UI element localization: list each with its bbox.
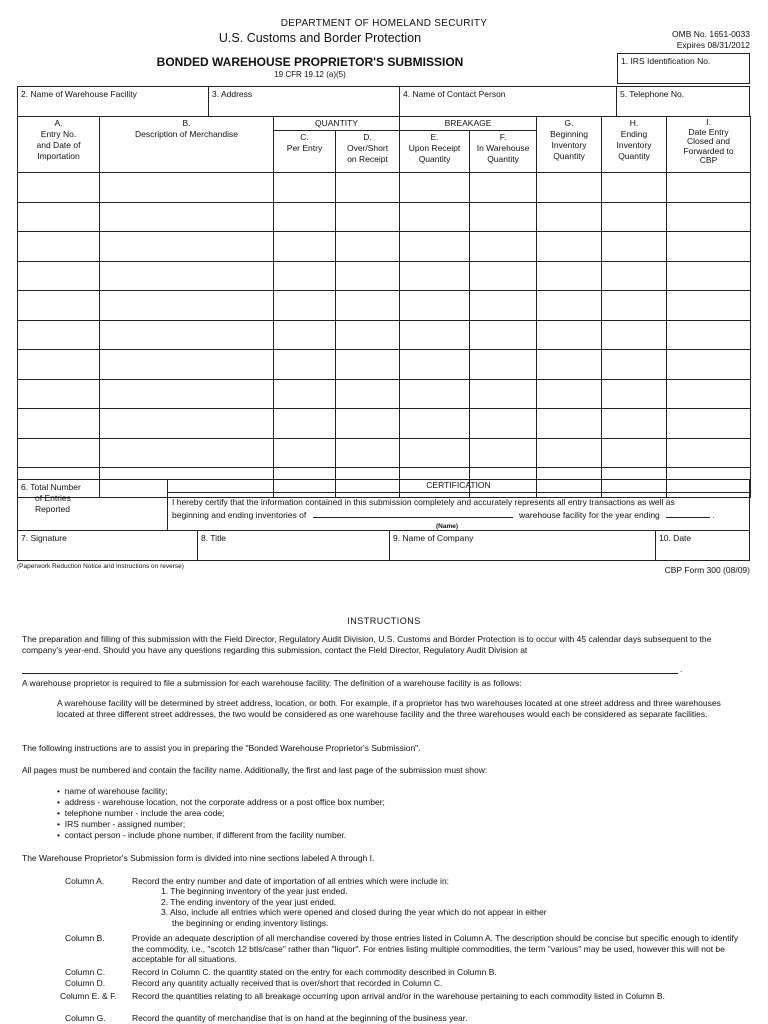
table-cell[interactable] bbox=[336, 379, 400, 409]
table-cell[interactable] bbox=[667, 173, 751, 203]
telephone-field[interactable] bbox=[616, 86, 750, 117]
table-cell[interactable] bbox=[400, 379, 470, 409]
table-cell[interactable] bbox=[667, 409, 751, 439]
required-info-list bbox=[57, 786, 385, 841]
irs-label: 1. IRS Identification No. bbox=[621, 56, 711, 66]
table-cell[interactable] bbox=[400, 202, 470, 232]
table-cell[interactable] bbox=[667, 202, 751, 232]
table-cell[interactable] bbox=[470, 291, 537, 321]
list-item: • contact person - include phone number, if different from the facility number. bbox=[57, 830, 347, 840]
table-cell[interactable] bbox=[100, 438, 274, 468]
table-cell[interactable] bbox=[602, 291, 667, 321]
table-cell[interactable] bbox=[667, 350, 751, 380]
table-cell[interactable] bbox=[336, 173, 400, 203]
table-cell[interactable] bbox=[470, 438, 537, 468]
facility-field[interactable] bbox=[17, 86, 209, 117]
certification-section bbox=[17, 479, 750, 531]
entries-table bbox=[17, 116, 751, 498]
table-cell[interactable] bbox=[537, 438, 602, 468]
col-g-label: Column G. bbox=[65, 1013, 106, 1023]
table-cell[interactable] bbox=[667, 261, 751, 291]
col-g-header: G. Beginning Inventory Quantity bbox=[537, 117, 602, 173]
table-cell[interactable] bbox=[537, 232, 602, 262]
address-field[interactable] bbox=[208, 86, 400, 117]
table-row bbox=[18, 202, 751, 232]
col-ef-text: Record the quantities relating to all breakage occurring upon arrival and/or in the warehouse pertaining to each commodity listed in Column B. bbox=[132, 991, 665, 1001]
table-cell[interactable] bbox=[100, 379, 274, 409]
table-cell[interactable] bbox=[667, 438, 751, 468]
table-cell[interactable] bbox=[667, 291, 751, 321]
table-cell[interactable] bbox=[537, 291, 602, 321]
col-a-label: Column A. bbox=[65, 876, 105, 886]
col-g-text: Record the quantity of merchandise that is on hand at the beginning of the business year. bbox=[132, 1013, 468, 1023]
table-cell[interactable] bbox=[274, 173, 336, 203]
col-a-items: 1. The beginning inventory of the year just ended. 2. The ending inventory of the year just ended. 3. Also, include all entries which were opened and closed during the year which do not appear in either the beginning or ending inventory listings. bbox=[161, 886, 547, 928]
table-cell[interactable] bbox=[336, 350, 400, 380]
table-cell[interactable] bbox=[336, 291, 400, 321]
omb-info bbox=[672, 29, 750, 51]
cfr-reference: 19 CFR 19.12 (a)(5) bbox=[274, 70, 346, 79]
col-c-header: C. Per Entry bbox=[274, 131, 336, 173]
table-row bbox=[18, 232, 751, 262]
table-cell[interactable] bbox=[537, 202, 602, 232]
table-cell[interactable] bbox=[537, 409, 602, 439]
col-c-label: Column C. bbox=[65, 967, 106, 977]
year-ending-blank[interactable] bbox=[666, 508, 710, 518]
col-f-header: F. In Warehouse Quantity bbox=[470, 131, 537, 173]
table-cell[interactable] bbox=[18, 232, 100, 262]
contact-field[interactable] bbox=[399, 86, 617, 117]
table-cell[interactable] bbox=[18, 173, 100, 203]
table-cell[interactable] bbox=[336, 232, 400, 262]
table-cell[interactable] bbox=[602, 261, 667, 291]
table-cell[interactable] bbox=[100, 173, 274, 203]
col-b-label: Column B. bbox=[65, 933, 105, 943]
table-cell[interactable] bbox=[18, 291, 100, 321]
col-ef-label: Column E. & F. bbox=[60, 991, 117, 1001]
name-caption: (Name) bbox=[436, 523, 459, 530]
table-cell[interactable] bbox=[336, 438, 400, 468]
table-cell[interactable] bbox=[602, 438, 667, 468]
table-cell[interactable] bbox=[470, 320, 537, 350]
list-item: • telephone number - include the area code; bbox=[57, 808, 225, 818]
list-item: • IRS number - assigned number; bbox=[57, 819, 186, 829]
omb-number: OMB No. 1651-0033 bbox=[672, 29, 750, 39]
facility-name-blank[interactable] bbox=[313, 508, 513, 518]
table-cell[interactable] bbox=[470, 202, 537, 232]
contact-address-blank[interactable] bbox=[22, 673, 678, 674]
table-cell[interactable] bbox=[274, 261, 336, 291]
table-row bbox=[18, 261, 751, 291]
col-a-text: Record the entry number and date of importation of all entries which were include in: bbox=[132, 876, 450, 886]
table-cell[interactable] bbox=[100, 320, 274, 350]
col-b-header: B. Description of Merchandise bbox=[100, 117, 274, 173]
signature-field[interactable]: 7. Signature bbox=[18, 531, 198, 560]
table-cell[interactable] bbox=[602, 379, 667, 409]
table-cell[interactable] bbox=[667, 320, 751, 350]
table-row bbox=[18, 350, 751, 380]
col-e-header: E. Upon Receipt Quantity bbox=[400, 131, 470, 173]
table-cell[interactable] bbox=[18, 350, 100, 380]
table-cell[interactable] bbox=[100, 232, 274, 262]
table-cell[interactable] bbox=[537, 173, 602, 203]
instructions-p2: A warehouse proprietor is required to file a submission for each warehouse facility. The definition of a warehouse facility is as follows: bbox=[22, 678, 522, 688]
table-cell[interactable] bbox=[336, 202, 400, 232]
table-cell[interactable] bbox=[18, 379, 100, 409]
table-row bbox=[18, 320, 751, 350]
table-cell[interactable] bbox=[602, 320, 667, 350]
table-cell[interactable] bbox=[100, 261, 274, 291]
table-cell[interactable] bbox=[274, 350, 336, 380]
irs-field[interactable] bbox=[617, 53, 750, 84]
table-cell[interactable] bbox=[537, 379, 602, 409]
list-item: • address - warehouse location, not the corporate address or a post office box number; bbox=[57, 797, 385, 807]
table-cell[interactable] bbox=[400, 350, 470, 380]
table-cell[interactable] bbox=[602, 409, 667, 439]
table-cell[interactable] bbox=[400, 291, 470, 321]
table-cell[interactable] bbox=[336, 320, 400, 350]
table-cell[interactable] bbox=[537, 320, 602, 350]
table-cell[interactable] bbox=[18, 202, 100, 232]
instructions-title: INSTRUCTIONS bbox=[347, 616, 421, 626]
table-cell[interactable] bbox=[274, 320, 336, 350]
table-cell[interactable] bbox=[602, 173, 667, 203]
table-cell[interactable] bbox=[470, 232, 537, 262]
table-cell[interactable] bbox=[470, 350, 537, 380]
table-cell[interactable] bbox=[18, 320, 100, 350]
instructions-p6: The Warehouse Proprietor's Submission form is divided into nine sections labeled A through I. bbox=[22, 853, 375, 863]
table-row bbox=[18, 379, 751, 409]
address-label: 3. Address bbox=[212, 89, 253, 99]
paperwork-notice: (Paperwork Reduction Notice and Instructions on reverse) bbox=[17, 563, 184, 570]
table-cell[interactable] bbox=[602, 202, 667, 232]
table-cell[interactable] bbox=[667, 379, 751, 409]
table-cell[interactable] bbox=[400, 409, 470, 439]
table-cell[interactable] bbox=[537, 350, 602, 380]
instructions-p3: A warehouse facility will be determined by street address, location, or both. For example, if a proprietor has two warehouses located at one street address and three warehouses located at three different street addresses, the two would be considered as one warehouse facility and the three warehouses would each be considered as separate facilities. bbox=[57, 698, 721, 719]
table-cell[interactable] bbox=[470, 173, 537, 203]
agency-name: U.S. Customs and Border Protection bbox=[218, 31, 422, 45]
table-cell[interactable] bbox=[274, 438, 336, 468]
form-title: BONDED WAREHOUSE PROPRIETOR'S SUBMISSION bbox=[156, 55, 464, 69]
date-field[interactable]: 10. Date bbox=[659, 533, 692, 543]
table-cell[interactable] bbox=[400, 232, 470, 262]
col-d-label: Column D. bbox=[65, 978, 106, 988]
col-a-header: A. Entry No. and Date of Importation bbox=[18, 117, 100, 173]
table-cell[interactable] bbox=[470, 409, 537, 439]
table-cell[interactable] bbox=[274, 409, 336, 439]
table-row bbox=[18, 409, 751, 439]
table-cell[interactable] bbox=[667, 232, 751, 262]
table-cell[interactable] bbox=[336, 409, 400, 439]
certification-heading: CERTIFICATION bbox=[168, 480, 749, 493]
signature-row bbox=[17, 530, 750, 561]
table-cell[interactable] bbox=[400, 173, 470, 203]
table-cell[interactable] bbox=[100, 202, 274, 232]
form-number: CBP Form 300 (08/09) bbox=[664, 565, 750, 575]
table-row bbox=[18, 291, 751, 321]
col-h-header: H. Ending Inventory Quantity bbox=[602, 117, 667, 173]
table-cell[interactable] bbox=[18, 438, 100, 468]
table-cell[interactable] bbox=[18, 409, 100, 439]
table-cell[interactable] bbox=[602, 350, 667, 380]
table-cell[interactable] bbox=[100, 291, 274, 321]
contact-label: 4. Name of Contact Person bbox=[403, 89, 506, 99]
col-b-text: Provide an adequate description of all merchandise covered by those entries listed in Column A. The description should be concise but specific enough to identify the commodity, i.e., "scotch 12 btls/case" rather than "liquor". For entries listing multiple commodities, the term "various" may be used, however this will not be acceptable for all situations. bbox=[132, 933, 739, 964]
breakage-header: BREAKAGE bbox=[400, 117, 537, 131]
company-field[interactable]: 9. Name of Company bbox=[390, 531, 656, 560]
instructions-p5: All pages must be numbered and contain the facility name. Additionally, the first and last page of the submission must show: bbox=[22, 765, 488, 775]
col-d-text: Record any quantity actually received that is over/short that recorded in Column C. bbox=[132, 978, 443, 988]
col-c-text: Record in Column C. the quantity stated on the entry for each commodity described in Column B. bbox=[132, 967, 497, 977]
table-cell[interactable] bbox=[274, 232, 336, 262]
facility-label: 2. Name of Warehouse Facility bbox=[21, 89, 137, 99]
table-cell[interactable] bbox=[537, 261, 602, 291]
table-cell[interactable] bbox=[400, 320, 470, 350]
table-cell[interactable] bbox=[18, 261, 100, 291]
certification-text: I hereby certify that the information contained in this submission completely and accurately represents all entry transactions as well as beginning and ending inventories of warehouse facility for the year ending . bbox=[172, 497, 715, 520]
col-i-header: I. Date Entry Closed and Forwarded to CBP bbox=[667, 117, 751, 173]
telephone-label: 5. Telephone No. bbox=[620, 89, 685, 99]
quantity-header: QUANTITY bbox=[274, 117, 400, 131]
table-cell[interactable] bbox=[400, 438, 470, 468]
department-name: DEPARTMENT OF HOMELAND SECURITY bbox=[280, 18, 488, 29]
total-entries-field[interactable]: 6. Total Number of Entries Reported bbox=[18, 480, 168, 530]
col-d-header: D. Over/Short on Receipt bbox=[336, 131, 400, 173]
table-cell[interactable] bbox=[470, 261, 537, 291]
table-cell[interactable] bbox=[470, 379, 537, 409]
table-cell[interactable] bbox=[100, 350, 274, 380]
table-cell[interactable] bbox=[274, 291, 336, 321]
omb-expires: Expires 08/31/2012 bbox=[676, 40, 750, 50]
table-row bbox=[18, 438, 751, 468]
instructions-p1: The preparation and filling of this submission with the Field Director, Regulatory Audit Division, U.S. Customs and Border Protection is to occur with 45 calendar days subsequent to the company's year-end. Should you have any questions regarding this submission, contact the Field Director, Regulatory Audit Division at bbox=[22, 634, 712, 655]
instructions-p4: The following instructions are to assist you in preparing the "Bonded Warehouse Proprietor's Submission". bbox=[22, 743, 421, 753]
table-row bbox=[18, 173, 751, 203]
table-cell[interactable] bbox=[336, 261, 400, 291]
title-field[interactable]: 8. Title bbox=[198, 531, 390, 560]
list-item: • name of warehouse facility; bbox=[57, 786, 168, 796]
table-cell[interactable] bbox=[100, 409, 274, 439]
table-cell[interactable] bbox=[602, 232, 667, 262]
table-cell[interactable] bbox=[274, 379, 336, 409]
table-cell[interactable] bbox=[400, 261, 470, 291]
table-cell[interactable] bbox=[274, 202, 336, 232]
